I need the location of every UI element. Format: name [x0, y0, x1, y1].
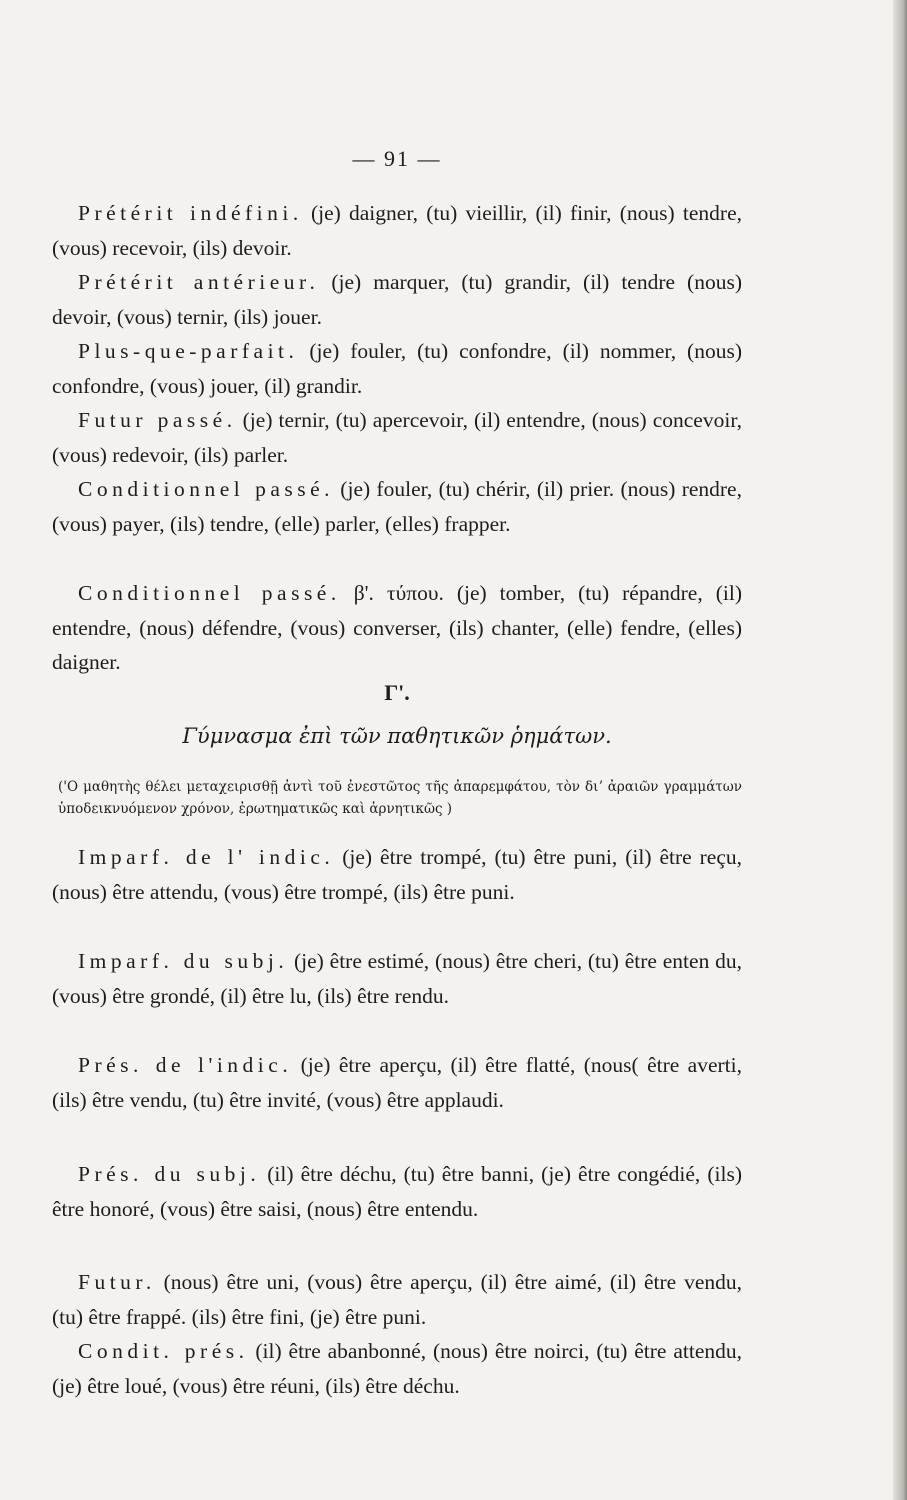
tense-term: Prés. du subj.: [78, 1162, 261, 1186]
page-number: — 91 —: [352, 146, 442, 171]
tense-term: Plus-que-parfait.: [78, 339, 299, 363]
exercise-paragraph: [52, 944, 742, 1013]
instruction-note: ('Ο μαθητὴς θέλει μεταχειρισθῇ ἀντὶ τοῦ ἐνεστῶτος τῆς ἀπαρεμφάτου, τὸν διʼ ἀραιῶν γραμμάτων ὑποδεικνυόμενον χρόνον, ἐρωτηματικῶς καὶ ἀρνητικῶς ): [58, 779, 742, 817]
tense-term: Imparf. de l' indic.: [78, 845, 335, 869]
verb-list: (je) fouler, (tu) confondre, (il) nommer, (nous) confondre, (vous) jouer, (il) grandir.: [52, 339, 742, 398]
verb-list: (il) être déchu, (tu) être banni, (je) être congédié, (ils) être honoré, (vous) être saisi, (nous) être entendu.: [52, 1162, 742, 1221]
tense-term: Prés. de l'indic.: [78, 1053, 293, 1077]
verb-list: (je) fouler, (tu) chérir, (il) prier. (nous) rendre, (vous) payer, (ils) tendre, (elle) parler, (elles) frapper.: [52, 477, 742, 536]
exercise-paragraph: [52, 334, 742, 403]
verb-list: (je) être estimé, (nous) être cheri, (tu) être enten du, (vous) être grondé, (il) être lu, (ils) être rendu.: [52, 949, 742, 1008]
exercise-paragraph: [52, 1048, 742, 1117]
tense-term: Conditionnel passé.: [78, 581, 341, 605]
page-edge: [893, 0, 907, 1500]
exercise-paragraph: [52, 1265, 742, 1334]
exercise-paragraph: [52, 403, 742, 472]
verb-list: (nous) être uni, (vous) être aperçu, (il) être aimé, (il) être vendu, (tu) être frappé. (ils) être fini, (je) être puni.: [52, 1270, 742, 1329]
verb-list: (je) être aperçu, (il) être flatté, (nous( être averti, (ils) être vendu, (tu) être invité, (vous) être applaudi.: [52, 1053, 742, 1112]
tense-term: Imparf. du subj.: [78, 949, 289, 973]
verb-list: β'. τύπου. (je) tomber, (tu) répandre, (il) entendre, (nous) défendre, (vous) converser, (ils) chanter, (elle) fendre, (elles) daigner.: [52, 581, 742, 674]
verb-list: (je) daigner, (tu) vieillir, (il) finir, (nous) tendre, (vous) recevoir, (ils) devoir.: [52, 201, 742, 260]
tense-term: Futur passé.: [78, 408, 237, 432]
exercise-paragraph: [52, 840, 742, 909]
exercise-subtitle: Γύμνασμα ἐπὶ τῶν παθητικῶν ῥημάτων.: [182, 724, 612, 748]
exercise-paragraph: [52, 576, 742, 680]
exercise-paragraph: [52, 472, 742, 541]
tense-term: Condit. prés.: [78, 1339, 249, 1363]
tense-term: Conditionnel passé.: [78, 477, 335, 501]
verb-list: (il) être abanbonné, (nous) être noirci, (tu) être attendu, (je) être loué, (vous) être réuni, (ils) être déchu.: [52, 1339, 743, 1398]
tense-term: Prétérit indéfini.: [78, 201, 303, 225]
exercise-paragraph: [52, 265, 742, 334]
tense-term: Futur.: [78, 1270, 156, 1294]
verb-list: (je) être trompé, (tu) être puni, (il) être reçu, (nous) être attendu, (vous) être trompé, (ils) être puni.: [52, 845, 743, 904]
exercise-paragraph: [52, 1157, 742, 1226]
exercise-paragraph: [52, 1334, 742, 1403]
exercise-paragraph: [52, 196, 742, 265]
tense-term: Prétérit antérieur.: [78, 270, 320, 294]
section-heading: Γ'.: [384, 680, 410, 705]
verb-list: (je) marquer, (tu) grandir, (il) tendre (nous) devoir, (vous) ternir, (ils) jouer.: [52, 270, 742, 329]
verb-list: (je) ternir, (tu) apercevoir, (il) entendre, (nous) concevoir, (vous) redevoir, (ils) parler.: [52, 408, 742, 467]
